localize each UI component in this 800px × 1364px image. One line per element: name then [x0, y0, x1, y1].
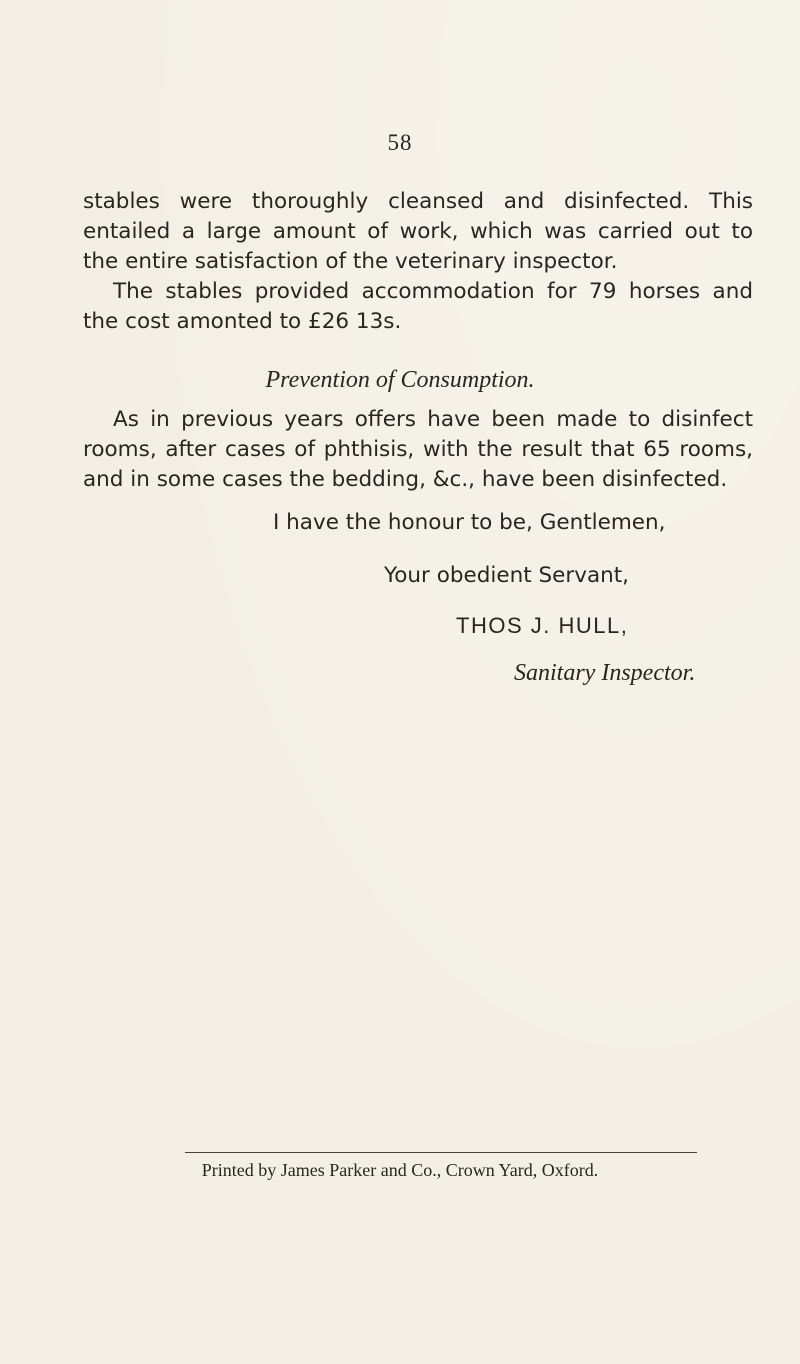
text-line: stables were thoroughly cleansed and disinfected. This: [83, 189, 753, 214]
signature-title: Sanitary Inspector.: [514, 660, 696, 686]
text-line: the entire satisfaction of the veterinary inspector.: [83, 249, 618, 274]
text-line: The stables provided accommodation for 79 horses and: [113, 279, 753, 304]
text-line: rooms, after cases of phthisis, with the result that 65 rooms,: [83, 437, 753, 462]
paragraph-consumption: [83, 405, 753, 495]
signature-name: THOS J. HULL,: [456, 613, 629, 638]
page-number: 58: [387, 130, 413, 155]
text-line: entailed a large amount of work, which was carried out to: [83, 219, 753, 244]
text-line: the cost amonted to £26 13s.: [83, 309, 402, 334]
printer-imprint: Printed by James Parker and Co., Crown Yard, Oxford.: [201, 1160, 599, 1180]
paragraph-stables: [83, 187, 753, 337]
closing-salutation: I have the honour to be, Gentlemen,: [273, 510, 666, 535]
text-line: and in some cases the bedding, &c., have been disinfected.: [83, 467, 728, 492]
section-heading: Prevention of Consumption.: [265, 367, 535, 393]
footer-rule: [185, 1152, 697, 1153]
closing-servant: Your obedient Servant,: [384, 563, 630, 588]
text-line: As in previous years offers have been made to disinfect: [113, 407, 753, 432]
